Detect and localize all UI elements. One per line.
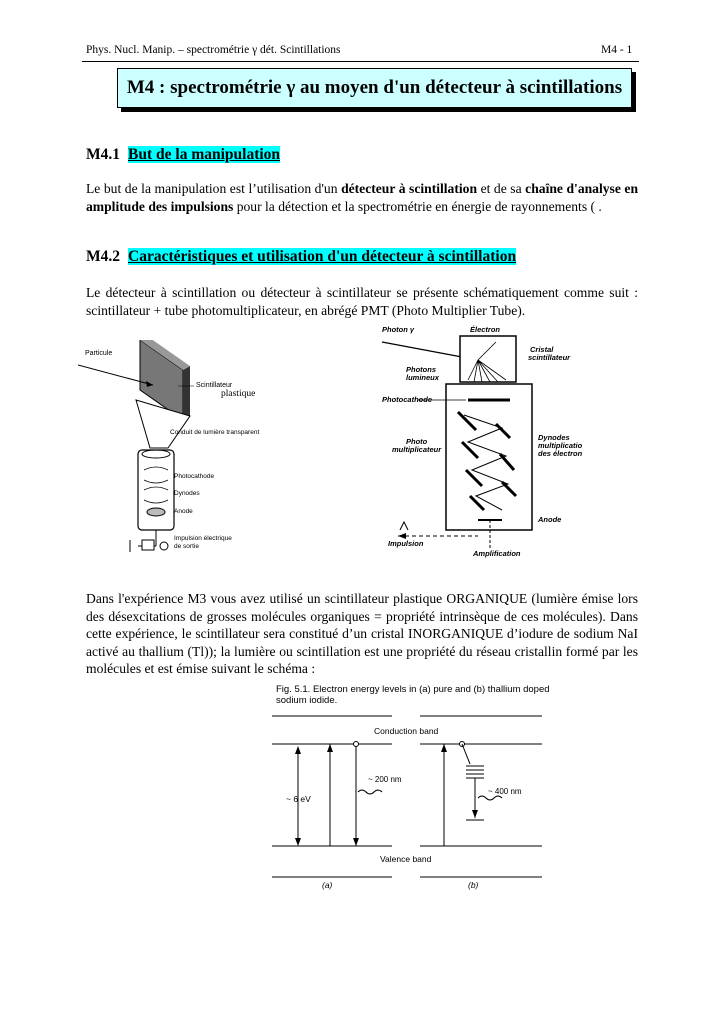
section-number: M4.1: [86, 146, 121, 163]
label-photo-1: Photo: [406, 437, 428, 446]
figure-caption-2: sodium iodide.: [276, 695, 338, 706]
paragraph-organic-inorganic: Dans l'expérience M3 vous avez utilisé un scintillateur plastique ORGANIQUE (lumière émise lors des désexcitations de grosses molécules organiques = propriété intrinsèque de ces molécules). Dans cette expérience, le scintillateur sera constitué d’un cristal INORGANIQUE d’iodure de sodium NaI activé au thallium (Tl)); la lumière ou scintillation est une propriété du réseau cristallin formé par les molécules et est émise suivant le schéma :: [86, 591, 638, 676]
running-header-left: Phys. Nucl. Manip. – spectrométrie γ dét. Scintillations: [86, 44, 341, 56]
label-impulsion-1: Impulsion électrique: [174, 535, 232, 542]
figure-scintillator-sketch: [78, 340, 278, 565]
label-anode: Anode: [538, 515, 562, 524]
header-rule: [82, 61, 639, 62]
page-title: M4 : spectrométrie γ au moyen d'un détecteur à scintillations: [117, 68, 632, 108]
label-cristal-2: scintillateur: [528, 353, 571, 362]
page-number: M4 - 1: [601, 44, 633, 56]
arrow-icon: [472, 810, 478, 818]
label-valence-band: Valence band: [380, 854, 432, 864]
output-meter-icon: [160, 542, 168, 550]
photon-wave: [478, 796, 502, 800]
label-photo-2: multiplicateur: [392, 445, 442, 454]
pmt-tube: [138, 450, 174, 530]
section-heading-m41: [86, 146, 280, 164]
label-conduction-band: Conduction band: [374, 726, 439, 736]
label-photons-1: Photons: [406, 365, 436, 374]
label-panel-a: (a): [322, 880, 333, 890]
label-photon: Photon γ: [382, 325, 415, 334]
label-200nm: ~ 200 nm: [368, 775, 402, 784]
section-heading-m42: [86, 248, 516, 266]
arrow-icon: [441, 744, 447, 752]
crystal-box: [460, 336, 516, 382]
label-400nm: ~ 400 nm: [488, 787, 522, 796]
label-plastique: plastique: [221, 389, 256, 399]
electron-dot: [354, 742, 359, 747]
pmt-body: [446, 384, 532, 530]
label-dynodes: Dynodes: [174, 490, 200, 497]
arrow-icon: [295, 838, 301, 846]
label-amplification: Amplification: [473, 549, 521, 558]
label-dynodes-3: des électron: [538, 449, 583, 458]
paragraph-goal: [86, 180, 638, 215]
label-photons-2: lumineux: [406, 373, 439, 382]
label-anode: Anode: [174, 508, 193, 515]
bold-run: chaîne d'analyse en amplitude des impulsions: [86, 181, 639, 214]
text-run: Le but de la manipulation est l’utilisation d'un: [86, 181, 342, 196]
label-6ev: ~ 6 eV: [286, 794, 311, 804]
label-cristal-1: Cristal: [530, 345, 554, 354]
label-photocathode: Photocathode: [382, 395, 432, 404]
label-conduit: Conduit de lumière transparent: [170, 429, 260, 436]
arrow-icon: [327, 744, 333, 752]
pulse-icon: [400, 522, 408, 530]
figure-energy-levels: [262, 682, 552, 894]
label-panel-b: (b): [468, 880, 479, 890]
section-title: But de la manipulation: [128, 146, 281, 163]
bold-run: détecteur à scintillation: [341, 181, 478, 196]
arrow-icon: [295, 746, 301, 754]
label-photocathode: Photocathode: [174, 473, 215, 480]
figure-caption-1: Fig. 5.1. Electron energy levels in (a) pure and (b) thallium doped: [276, 684, 550, 695]
relaxation-line: [462, 744, 470, 764]
text-run: pour la détection et la spectrométrie en énergie de rayonnements ( .: [233, 198, 602, 214]
label-dynodes-2: multiplicatio: [538, 441, 583, 450]
label-dynodes-1: Dynodes: [538, 433, 570, 442]
label-impulsion: Impulsion: [388, 539, 424, 548]
photon-wave: [358, 790, 382, 794]
paragraph-detector: Le détecteur à scintillation ou détecteur à scintillateur se présente schématiquement comme suit : scintillateur + tube photomultiplicateur, en abrégé PMT (Photo Multiplier Tube).: [86, 285, 638, 318]
label-electron: Électron: [470, 325, 501, 334]
section-title: Caractéristiques et utilisation d'un détecteur à scintillation: [128, 248, 517, 265]
output-box: [142, 540, 154, 550]
arrow-icon: [353, 838, 359, 846]
scintillator-block-side: [183, 366, 190, 420]
section-number: M4.2: [86, 248, 121, 265]
label-particule: Particule: [85, 350, 113, 357]
text-run: et de sa: [477, 181, 526, 196]
figure-pmt-schematic: [378, 320, 600, 565]
anode-sketch: [147, 508, 165, 516]
label-impulsion-2: de sortie: [174, 543, 199, 550]
label-scintillateur: Scintillateur: [196, 382, 233, 389]
